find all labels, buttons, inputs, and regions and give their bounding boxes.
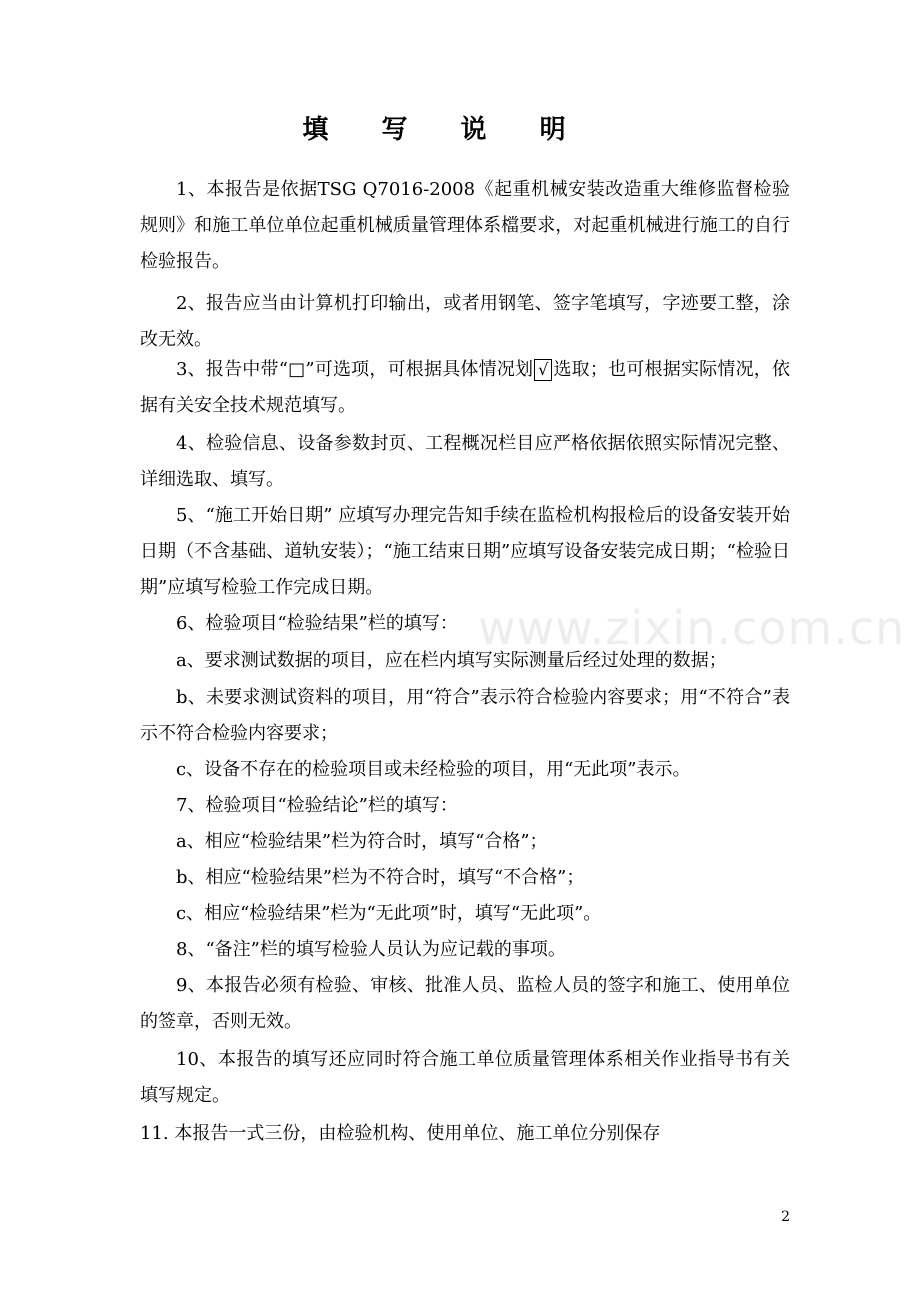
paragraph-3 <box>140 352 790 424</box>
paragraph-10: 10、本报告的填写还应同时符合施工单位质量管理体系相关作业指导书有关填写规定。 <box>140 1049 790 1106</box>
paragraph-6b: b、未要求测试资料的项目，用“符合”表示符合检验内容要求；用“不符合”表示不符合检验内容要求； <box>140 687 790 744</box>
paragraph-8: 8、“备注”栏的填写检验人员认为应记载的事项。 <box>176 939 566 960</box>
check-mark-icon: √ <box>534 359 552 381</box>
paragraph-5: 5、“施工开始日期” 应填写办理完告知手续在监检机构报检后的设备安装开始日期（不含基础、道轨安装）；“施工结束日期”应填写设备安装完成日期；“检验日期”应填写检验工作完成日期。 <box>140 505 790 598</box>
paragraph-11: 11. 本报告一式三份，由检验机构、使用单位、施工单位分别保存 <box>140 1123 661 1144</box>
paragraph-2: 2、报告应当由计算机打印输出，或者用钢笔、签字笔填写，字迹要工整，涂改无效。 <box>140 293 790 350</box>
paragraph-1: 1、本报告是依据TSG Q7016-2008《起重机械安装改造重大维修监督检验规则》和施工单位单位起重机械质量管理体系檔要求，对起重机械进行施工的自行检验报告。 <box>140 179 790 272</box>
paragraph-9: 9、本报告必须有检验、审核、批准人员、监检人员的签字和施工、使用单位的签章，否则无效。 <box>140 975 790 1032</box>
paragraph-3-text-before: 3、报告中带“□”可选项，可根据具体情况划 <box>176 359 534 380</box>
page-number: 2 <box>781 1209 790 1225</box>
paragraph-7b: b、相应“检验结果”栏为不符合时，填写“不合格”； <box>176 867 585 888</box>
paragraph-7c: c、相应“检验结果”栏为“无此项”时，填写“无此项”。 <box>176 903 602 924</box>
paragraph-6c: c、设备不存在的检验项目或未经检验的项目，用“无此项”表示。 <box>176 759 691 780</box>
paragraph-6: 6、检验项目“检验结果”栏的填写： <box>176 613 458 634</box>
paragraph-4: 4、检验信息、设备参数封页、工程概况栏目应严格依据依照实际情况完整、详细选取、填写。 <box>140 433 790 490</box>
page-title: 填 写 说 明 <box>302 115 588 145</box>
paragraph-7a: a、相应“检验结果”栏为符合时，填写“合格”； <box>176 831 548 852</box>
paragraph-3-text-after: 选取；也可根据实际情况，依据有关安全技术规范填写。 <box>140 359 790 416</box>
watermark: www.zixin.com.cn <box>478 601 906 655</box>
paragraph-7: 7、检验项目“检验结论”栏的填写： <box>176 795 458 816</box>
paragraph-6a: a、要求测试数据的项目，应在栏内填写实际测量后经过处理的数据； <box>176 650 727 671</box>
